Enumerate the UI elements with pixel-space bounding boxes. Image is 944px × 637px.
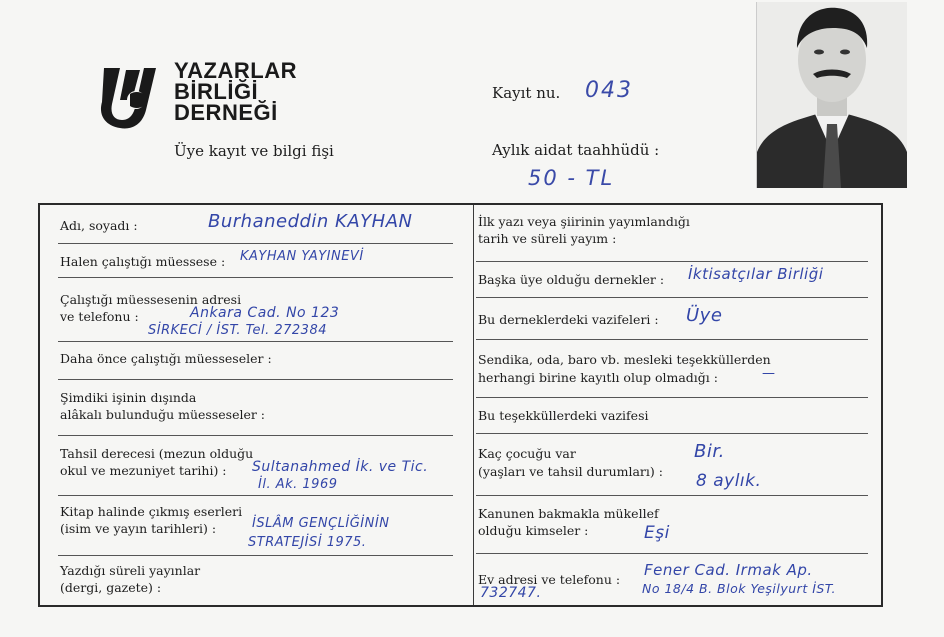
employer-address-value: Ankara Cad. No 123 (190, 305, 340, 321)
children-label-2: (yaşları ve tahsil durumları) : (478, 464, 663, 479)
published-books-label-2: (isim ve yayın tarihleri) : (60, 521, 217, 536)
member-photo (756, 2, 907, 188)
dependents-label-2: olduğu kimseler : (478, 523, 589, 538)
row-divider (476, 553, 868, 554)
union-membership-value: — (762, 366, 776, 381)
other-associations-label: Başka üye olduğu dernekler : (478, 272, 665, 287)
education-value: Sultanahmed İk. ve Tic. (252, 459, 429, 475)
other-associations-value: İktisatçılar Birliği (688, 265, 824, 283)
org-name-line1: YAZARLAR (174, 58, 297, 83)
portrait-photo-icon (757, 2, 907, 188)
org-name-line3: DERNEĞİ (174, 100, 278, 125)
registration-number-value: 043 (585, 78, 633, 103)
name-value: Burhaneddin KAYHAN (208, 211, 413, 232)
union-membership-label-2: herhangi birine kayıtlı olup olmadığı : (478, 370, 718, 385)
monthly-dues-value: 50 - TL (528, 166, 615, 190)
periodicals-label-2: (dergi, gazete) : (60, 580, 162, 595)
home-address-label: Ev adresi ve telefonu : (478, 572, 621, 587)
periodicals-label: Yazdığı süreli yayınlar (60, 563, 201, 578)
home-phone-value: 732747. (480, 585, 542, 601)
name-label: Adı, soyadı : (60, 218, 138, 233)
home-address-value: Fener Cad. Irmak Ap. (644, 561, 813, 579)
row-divider (58, 341, 453, 342)
registration-number-label: Kayıt nu. (492, 84, 561, 102)
monthly-dues-label: Aylık aidat taahhüdü : (492, 141, 660, 159)
previous-employers-label: Daha önce çalıştığı müesseseler : (60, 351, 272, 366)
other-affiliations-label-2: alâkalı bulunduğu müesseseler : (60, 407, 266, 422)
row-divider (476, 339, 868, 340)
current-employer-value: KAYHAN YAYINEVİ (240, 249, 364, 264)
published-books-label: Kitap halinde çıkmış eserleri (60, 504, 243, 519)
employer-address-label: Çalıştığı müessesenin adresi (60, 292, 242, 307)
row-divider (58, 555, 453, 556)
education-label: Tahsil derecesi (mezun olduğu (60, 446, 254, 461)
first-publication-label-2: tarih ve süreli yayım : (478, 231, 617, 246)
children-count-value: Bir. (694, 441, 725, 462)
row-divider (58, 243, 453, 244)
association-duties-value: Üye (686, 305, 723, 326)
first-publication-label: İlk yazı veya şiirinin yayımlandığı (478, 214, 690, 229)
organization-name (174, 60, 297, 123)
row-divider (476, 297, 868, 298)
row-divider (58, 379, 453, 380)
education-label-2: okul ve mezuniyet tarihi) : (60, 463, 227, 478)
dependents-value: Eşi (644, 523, 670, 543)
association-duties-label: Bu derneklerdeki vazifeleri : (478, 312, 659, 327)
children-age-value: 8 aylık. (696, 471, 762, 491)
row-divider (476, 397, 868, 398)
row-divider (58, 495, 453, 496)
education-date-value: İl. Ak. 1969 (258, 477, 338, 492)
row-divider (58, 435, 453, 436)
row-divider (476, 495, 868, 496)
home-address-value-2: No 18/4 B. Blok Yeşilyurt İST. (642, 581, 836, 596)
row-divider (58, 277, 453, 278)
column-divider (473, 205, 474, 605)
member-info-form (38, 203, 883, 607)
row-divider (476, 433, 868, 434)
org-name-line2: BİRLİĞİ (174, 79, 259, 104)
children-label: Kaç çocuğu var (478, 446, 576, 461)
yazarlar-birligi-logo-icon (90, 60, 162, 132)
form-title: Üye kayıt ve bilgi fişi (174, 142, 334, 160)
published-books-value: İSLÂM GENÇLİĞİNİN (252, 516, 390, 531)
published-books-date-value: STRATEJİSİ 1975. (248, 535, 367, 550)
other-affiliations-label: Şimdiki işinin dışında (60, 390, 197, 405)
row-divider (476, 261, 868, 262)
employer-phone-value: SİRKECİ / İST. Tel. 272384 (148, 323, 327, 338)
dependents-label: Kanunen bakmakla mükellef (478, 506, 659, 521)
current-employer-label: Halen çalıştığı müessese : (60, 254, 226, 269)
organization-duties-label: Bu teşekküllerdeki vazifesi (478, 408, 649, 423)
union-membership-label: Sendika, oda, baro vb. mesleki teşekküllerden (478, 352, 771, 367)
employer-phone-label: ve telefonu : (60, 309, 139, 324)
